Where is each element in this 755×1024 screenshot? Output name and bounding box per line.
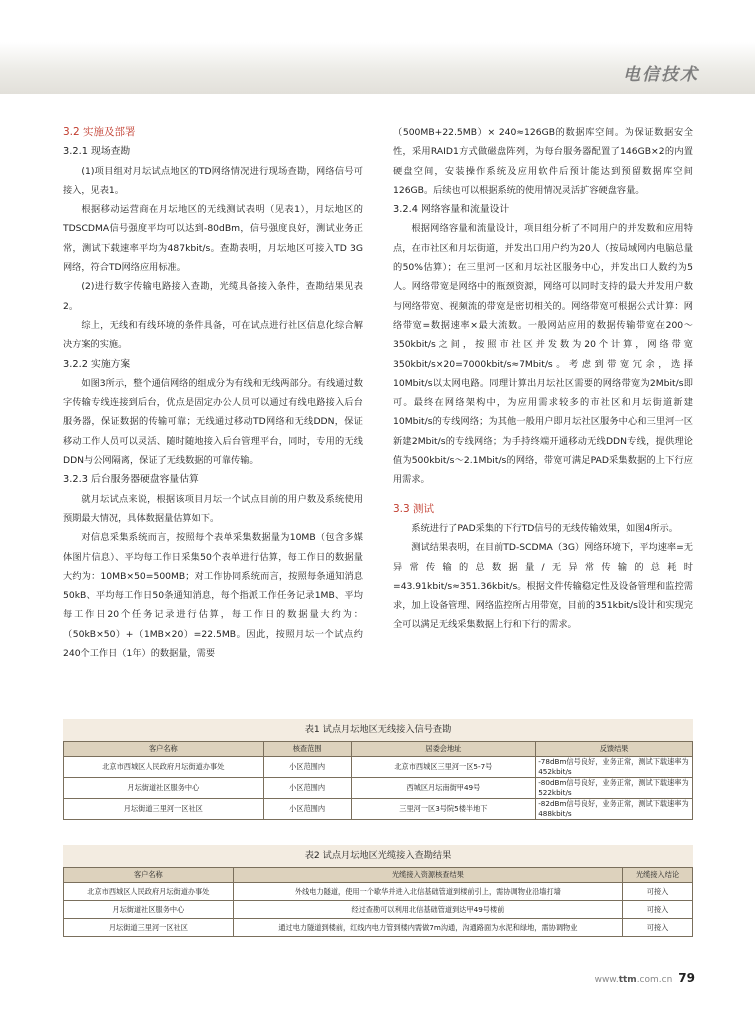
table-cell: 北京市西城区人民政府月坛街道办事处 [64,883,234,901]
spacer [393,490,693,500]
table-cell: 三里河一区3号院5楼半地下 [351,799,536,820]
paragraph: 测试结果表明，在目前TD-SCDMA（3G）网络环境下，平均速率=无异常传输的总数据量/无异常传输的总耗时=43.91kbit/s≈351.36kbit/s。根据文件传输稳定性及设备管理和监控需求，加上设备管理、网络监控所占用带宽，目前的351kbit/s设计和实现完全可以满足无线采集数据上行和下行的需求。 [393,542,693,631]
paragraph: 如图3所示，整个通信网络的组成分为有线和无线两部分。有线通过数字传输专线连接到后台，优点是固定办公人员可以通过有线电路接入后台服务器，保证数据的传输可靠；无线通过移动TD网络和无线DDN，保证移动工作人员可以灵活、随时随地接入后台管理平台，同时，专用的无线DDN与公网隔离，保证了无线数据的可靠传输。 [63,377,363,467]
table-row [64,919,693,937]
table-cell: -80dBm信号良好，业务正常，测试下载速率为522kbit/s [536,778,693,799]
table1-caption: 表1 试点月坛地区无线接入信号查勘 [304,724,452,735]
table2-block [63,845,693,937]
table-cell: 外线电力隧道，使用一个歇华并进入北信基础管道到楼前引上，需协调物业沿墙打墙 [233,883,622,901]
table-header-cell: 客户名称 [64,868,234,883]
table-cell: 小区范围内 [263,757,351,778]
table-cell: 可接入 [623,883,693,901]
table-cell: 西城区月坛南街甲49号 [351,778,536,799]
paragraph: 综上，无线和有线环境的条件具备，可在试点进行社区信息化综合解决方案的实施。 [63,319,363,351]
footer-site-prefix: www. [594,975,619,985]
paragraph: (1)项目组对月坛试点地区的TD网络情况进行现场查勘，网络信号可接入，见表1。 [63,165,363,196]
left-column [63,123,363,663]
table1-block [63,719,693,820]
table-row [64,799,693,820]
table-header-cell: 核查范围 [263,742,351,757]
table-cell: 月坛街道社区服务中心 [64,778,264,799]
table-row [64,883,693,901]
table-cell: 小区范围内 [263,778,351,799]
table-cell: 月坛街道三里河一区社区 [64,919,234,937]
paragraph: 系统进行了PAD采集的下行TD信号的无线传输效果，如图4所示。 [411,522,678,534]
paragraph: 就月坛试点来说，根据该项目月坛一个试点目前的用户数及系统使用预期最大情况，具体数据量估算如下。 [63,493,363,524]
table-cell: 月坛街道社区服务中心 [64,901,234,919]
journal-brand: 电信技术 [623,65,699,85]
paragraph: 对信息采集系统而言，按照每个表单采集数据量为10MB（包含多媒体图片信息）、平均每工作日采集50个表单进行估算，每工作日的数据量大约为：10MB×50=500MB；对工作协同系统而言，按照每条通知消息50kB、平均每工作日50条通知消息，每个指派工作任务记录1MB、平均每工作日20个任务记录进行估算，每工作日的数据量大约为：（50kB×50）+（1MB×20）=22.5MB。因此，按照月坛一个试点约240个工作日（1年）的数据量，需要 [63,532,363,660]
paragraph: （500MB+22.5MB）× 240≈126GB的数据库空间。为保证数据安全性，采用RAID1方式做磁盘阵列，为每台服务器配置了146GB×2的内置硬盘空间，安装操作系统及应用软件后预计能达到预留数据库空间126GB。后续也可以根据系统的使用情况灵活扩容硬盘容量。 [393,127,693,196]
page-footer [595,971,695,985]
section-heading: 3.2 实施及部署 [63,126,136,138]
table-cell: 经过查勘可以利用北信基础管道到达甲49号楼前 [233,901,622,919]
table-cell: -78dBm信号良好，业务正常，测试下载速率为452kbit/s [536,757,693,778]
table-row [64,778,693,799]
paragraph: 根据移动运营商在月坛地区的无线测试表明（见表1），月坛地区的TDSCDMA信号强度平均可以达到-80dBm，信号强度良好，测试业务正常，测试下载速率平均为487kbit/s。查勘表明，月坛地区可接入TD 3G网络，符合TD网络应用标准。 [63,204,363,274]
subsection-heading: 3.2.4 网络容量和流量设计 [393,204,510,216]
paragraph: 根据网络容量和流量设计，项目组分析了不同用户的并发数和应用特点，在市社区和月坛街道，并发出口用户约为20人（按局域网内电脑总量的50%估算）；在三里河一区和月坛社区服务中心，并发出口人数约为5人。网络带宽是网络中的瓶颈资源，网络可以同时支持的最大并发用户数与网络带宽、视频流的带宽是密切相关的。网络带宽可根据公式计算：网络带宽=数据速率×最大流数。一般网站应用的数据传输带宽在200～350kbit/s之间，按照市社区并发数为20个计算，网络带宽350kbit/s×20=7000kbit/s≈7Mbit/s。考虑到带宽冗余，选择10Mbit/s以太网电路。同理计算出月坛社区需要的网络带宽为2Mbit/s即可。最终在网络架构中，为应用需求较多的市社区和月坛街道新建10Mbit/s的专线网络；为其他一般用户即月坛社区服务中心和三里河一区新建2Mbit/s的专线网络；为手持终端开通移动无线DDN专线，提供理论值为500kbit/s～2.1Mbit/s的网络，带宽可满足PAD采集数据的上下行应用需求。 [393,223,693,486]
table-header-cell: 反馈结果 [536,742,693,757]
page-number: 79 [678,971,695,985]
table-cell: 北京市西城区人民政府月坛街道办事处 [64,757,264,778]
section-heading: 3.3 测试 [393,502,435,515]
table-cell: 北京市西城区三里河一区5-7号 [351,757,536,778]
table1 [63,741,693,820]
table-header-cell: 光缆接入资源核查结果 [233,868,622,883]
table-row [64,901,693,919]
table-cell: 可接入 [623,919,693,937]
table-header-cell: 客户名称 [64,742,264,757]
table2-caption: 表2 试点月坛地区光缆接入查勘结果 [304,850,452,861]
subsection-heading: 3.2.1 现场查勘 [63,146,131,158]
subsection-heading: 3.2.3 后台服务器硬盘容量估算 [63,474,199,486]
table-header-cell: 光缆接入结论 [623,868,693,883]
table-cell: 小区范围内 [263,799,351,820]
right-column [393,123,693,635]
paragraph: (2)进行数字传输电路接入查勘，光缆具备接入条件，查勘结果见表2。 [63,281,363,312]
table-cell: 可接入 [623,901,693,919]
table-header-cell: 居委会地址 [351,742,536,757]
subsection-heading: 3.2.2 实施方案 [63,358,131,370]
table-row [64,757,693,778]
table-cell: 通过电力隧道到楼前，红线内电力管到楼内需做7m沟通，沟通路面为水泥和绿地，需协调物业 [233,919,622,937]
table-cell: 月坛街道三里河一区社区 [64,799,264,820]
footer-site-brand: ttm [618,975,637,985]
table2 [63,867,693,937]
table-cell: -82dBm信号良好，业务正常，测试下载速率为488kbit/s [536,799,693,820]
footer-site-suffix: .com.cn [636,975,673,985]
